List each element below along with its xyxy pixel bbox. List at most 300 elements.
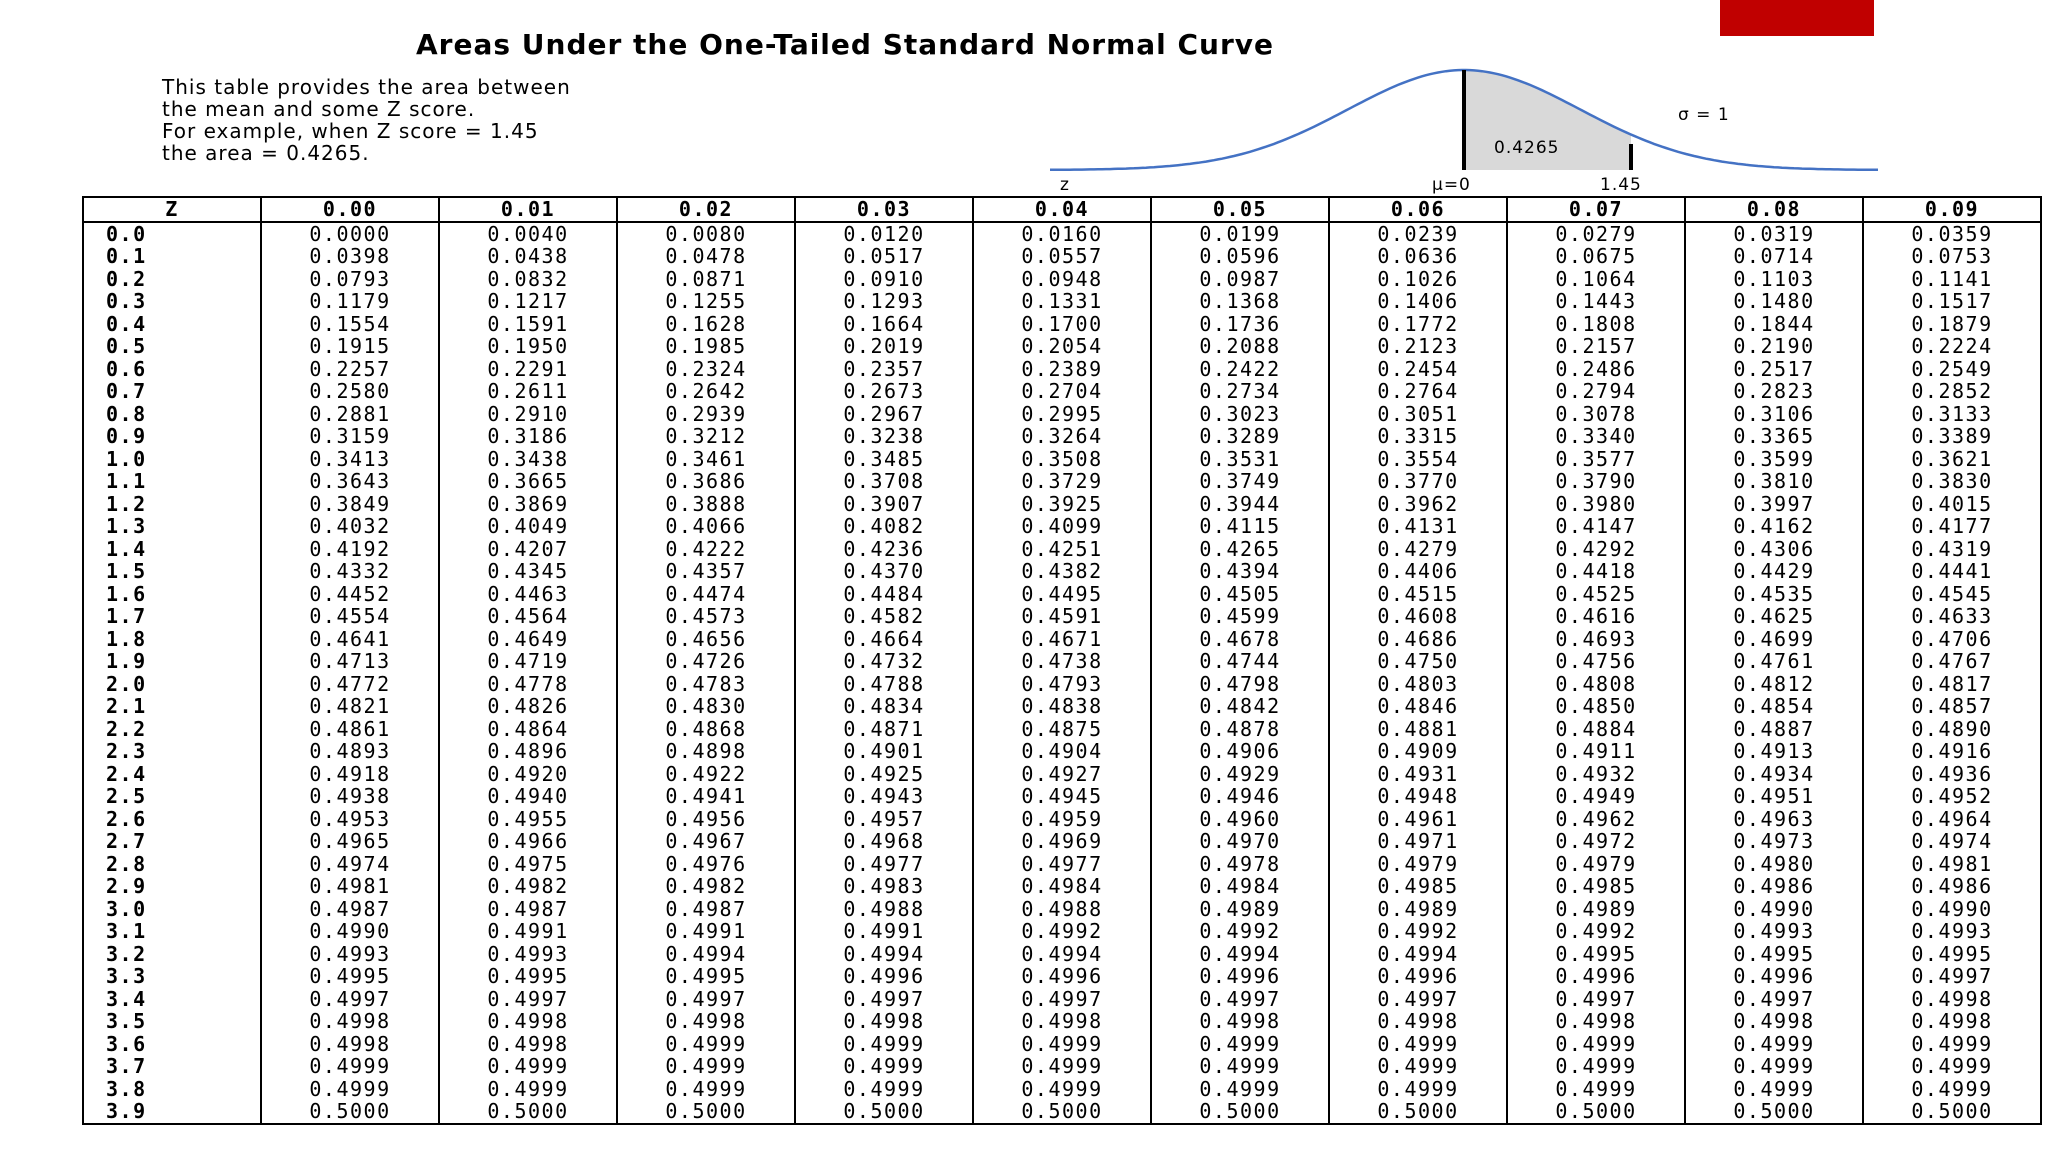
area-cell: 0.4974	[1863, 830, 2041, 853]
area-cell: 0.4965	[261, 830, 439, 853]
area-cell: 0.4996	[973, 965, 1151, 988]
column-header: 0.07	[1507, 197, 1685, 222]
z-value-cell: 3.7	[83, 1055, 261, 1078]
area-cell: 0.4834	[795, 695, 973, 718]
area-cell: 0.4821	[261, 695, 439, 718]
table-row	[83, 493, 2041, 516]
z-value-cell: 0.8	[83, 403, 261, 426]
z-value-cell: 1.7	[83, 605, 261, 628]
area-cell: 0.3023	[1151, 403, 1329, 426]
area-cell: 0.4131	[1329, 515, 1507, 538]
area-cell: 0.4861	[261, 718, 439, 741]
area-cell: 0.4992	[1151, 920, 1329, 943]
area-cell: 0.4972	[1507, 830, 1685, 853]
table-row	[83, 605, 2041, 628]
area-cell: 0.4999	[261, 1078, 439, 1101]
area-cell: 0.3413	[261, 448, 439, 471]
area-cell: 0.1915	[261, 335, 439, 358]
z-column-header: Z	[83, 197, 261, 222]
area-cell: 0.4744	[1151, 650, 1329, 673]
area-cell: 0.0910	[795, 268, 973, 291]
area-cell: 0.1406	[1329, 290, 1507, 313]
area-cell: 0.4713	[261, 650, 439, 673]
z-table-header	[83, 197, 2041, 222]
area-cell: 0.2852	[1863, 380, 2041, 403]
area-cell: 0.4719	[439, 650, 617, 673]
area-cell: 0.4999	[973, 1033, 1151, 1056]
z-value-cell: 3.4	[83, 988, 261, 1011]
area-cell: 0.4817	[1863, 673, 2041, 696]
area-cell: 0.0319	[1685, 222, 1863, 246]
area-cell: 0.4830	[617, 695, 795, 718]
area-cell: 0.4936	[1863, 763, 2041, 786]
area-cell: 0.2019	[795, 335, 973, 358]
area-cell: 0.1664	[795, 313, 973, 336]
area-cell: 0.4999	[795, 1055, 973, 1078]
area-cell: 0.4916	[1863, 740, 2041, 763]
area-cell: 0.4706	[1863, 628, 2041, 651]
area-cell: 0.4591	[973, 605, 1151, 628]
area-cell: 0.4994	[973, 943, 1151, 966]
area-cell: 0.4986	[1685, 875, 1863, 898]
z-value-cell: 0.5	[83, 335, 261, 358]
column-header: 0.02	[617, 197, 795, 222]
area-cell: 0.4999	[1329, 1078, 1507, 1101]
area-cell: 0.4946	[1151, 785, 1329, 808]
area-cell: 0.2580	[261, 380, 439, 403]
area-cell: 0.4394	[1151, 560, 1329, 583]
area-cell: 0.4997	[439, 988, 617, 1011]
area-cell: 0.3531	[1151, 448, 1329, 471]
area-cell: 0.1026	[1329, 268, 1507, 291]
area-cell: 0.4922	[617, 763, 795, 786]
area-cell: 0.4906	[1151, 740, 1329, 763]
table-row	[83, 988, 2041, 1011]
area-cell: 0.4441	[1863, 560, 2041, 583]
area-cell: 0.1443	[1507, 290, 1685, 313]
area-cell: 0.4956	[617, 808, 795, 831]
area-cell: 0.4554	[261, 605, 439, 628]
column-header: 0.04	[973, 197, 1151, 222]
area-cell: 0.3686	[617, 470, 795, 493]
area-cell: 0.4999	[1685, 1078, 1863, 1101]
area-cell: 0.4838	[973, 695, 1151, 718]
area-cell: 0.4999	[1151, 1055, 1329, 1078]
area-cell: 0.4997	[973, 988, 1151, 1011]
area-cell: 0.5000	[1507, 1100, 1685, 1124]
area-cell: 0.4099	[973, 515, 1151, 538]
area-cell: 0.1628	[617, 313, 795, 336]
area-cell: 0.4932	[1507, 763, 1685, 786]
area-cell: 0.4997	[795, 988, 973, 1011]
area-cell: 0.4999	[1685, 1033, 1863, 1056]
intro-line: the mean and some Z score.	[162, 97, 476, 121]
table-row	[83, 583, 2041, 606]
normal-curve-figure	[1040, 62, 1890, 194]
area-cell: 0.4890	[1863, 718, 2041, 741]
area-cell: 0.5000	[261, 1100, 439, 1124]
table-row	[83, 403, 2041, 426]
area-cell: 0.4998	[1863, 988, 2041, 1011]
area-cell: 0.1293	[795, 290, 973, 313]
table-row	[83, 515, 2041, 538]
area-cell: 0.5000	[1329, 1100, 1507, 1124]
area-cell: 0.4998	[261, 1010, 439, 1033]
area-cell: 0.2642	[617, 380, 795, 403]
area-cell: 0.4934	[1685, 763, 1863, 786]
area-cell: 0.4162	[1685, 515, 1863, 538]
area-cell: 0.4406	[1329, 560, 1507, 583]
area-cell: 0.4857	[1863, 695, 2041, 718]
area-cell: 0.0753	[1863, 245, 2041, 268]
area-cell: 0.2939	[617, 403, 795, 426]
area-cell: 0.2967	[795, 403, 973, 426]
area-cell: 0.3078	[1507, 403, 1685, 426]
table-row	[83, 290, 2041, 313]
area-cell: 0.4998	[1685, 1010, 1863, 1033]
area-cell: 0.3708	[795, 470, 973, 493]
z-value-cell: 2.2	[83, 718, 261, 741]
area-cell: 0.3106	[1685, 403, 1863, 426]
area-cell: 0.4990	[1685, 898, 1863, 921]
mean-label: μ=0	[1432, 175, 1471, 194]
area-cell: 0.4726	[617, 650, 795, 673]
area-cell: 0.3133	[1863, 403, 2041, 426]
table-row	[83, 1033, 2041, 1056]
table-row	[83, 222, 2041, 246]
z-value-cell: 1.8	[83, 628, 261, 651]
area-cell: 0.4968	[795, 830, 973, 853]
area-cell: 0.4332	[261, 560, 439, 583]
area-cell: 0.3980	[1507, 493, 1685, 516]
z-value-cell: 0.0	[83, 222, 261, 246]
area-cell: 0.2549	[1863, 358, 2041, 381]
area-cell: 0.3438	[439, 448, 617, 471]
area-cell: 0.3340	[1507, 425, 1685, 448]
area-cell: 0.4066	[617, 515, 795, 538]
area-cell: 0.0239	[1329, 222, 1507, 246]
area-cell: 0.4525	[1507, 583, 1685, 606]
area-cell: 0.3212	[617, 425, 795, 448]
area-cell: 0.4015	[1863, 493, 2041, 516]
area-cell: 0.2357	[795, 358, 973, 381]
area-cell: 0.4996	[1507, 965, 1685, 988]
table-row	[83, 808, 2041, 831]
z-value-cell: 1.2	[83, 493, 261, 516]
area-cell: 0.1331	[973, 290, 1151, 313]
area-cell: 0.4345	[439, 560, 617, 583]
area-cell: 0.4993	[261, 943, 439, 966]
area-cell: 0.4997	[1329, 988, 1507, 1011]
table-row	[83, 268, 2041, 291]
area-cell: 0.0080	[617, 222, 795, 246]
table-row	[83, 538, 2041, 561]
area-cell: 0.4940	[439, 785, 617, 808]
area-cell: 0.4994	[795, 943, 973, 966]
area-cell: 0.4974	[261, 853, 439, 876]
area-cell: 0.0199	[1151, 222, 1329, 246]
area-cell: 0.5000	[439, 1100, 617, 1124]
area-cell: 0.4767	[1863, 650, 2041, 673]
area-cell: 0.1103	[1685, 268, 1863, 291]
table-row	[83, 313, 2041, 336]
area-cell: 0.2673	[795, 380, 973, 403]
area-cell: 0.2389	[973, 358, 1151, 381]
z-value-cell: 1.3	[83, 515, 261, 538]
area-cell: 0.4920	[439, 763, 617, 786]
area-cell: 0.4761	[1685, 650, 1863, 673]
table-row	[83, 1055, 2041, 1078]
area-cell: 0.4984	[1151, 875, 1329, 898]
area-cell: 0.4864	[439, 718, 617, 741]
area-cell: 0.4913	[1685, 740, 1863, 763]
z-value-cell: 3.3	[83, 965, 261, 988]
area-cell: 0.0438	[439, 245, 617, 268]
area-cell: 0.3621	[1863, 448, 2041, 471]
area-cell: 0.4995	[1507, 943, 1685, 966]
area-cell: 0.4999	[1685, 1055, 1863, 1078]
z-value-cell: 2.4	[83, 763, 261, 786]
area-cell: 0.3810	[1685, 470, 1863, 493]
area-cell: 0.4988	[973, 898, 1151, 921]
area-cell: 0.4875	[973, 718, 1151, 741]
area-cell: 0.5000	[617, 1100, 795, 1124]
area-cell: 0.4452	[261, 583, 439, 606]
area-cell: 0.4998	[261, 1033, 439, 1056]
area-cell: 0.4616	[1507, 605, 1685, 628]
table-row	[83, 1010, 2041, 1033]
area-cell: 0.1064	[1507, 268, 1685, 291]
area-cell: 0.4049	[439, 515, 617, 538]
area-cell: 0.4993	[439, 943, 617, 966]
area-cell: 0.0871	[617, 268, 795, 291]
area-cell: 0.4999	[973, 1078, 1151, 1101]
area-cell: 0.1480	[1685, 290, 1863, 313]
area-cell: 0.4292	[1507, 538, 1685, 561]
area-cell: 0.4931	[1329, 763, 1507, 786]
table-row	[83, 380, 2041, 403]
z-value-cell: 3.8	[83, 1078, 261, 1101]
area-cell: 0.4772	[261, 673, 439, 696]
area-cell: 0.2123	[1329, 335, 1507, 358]
area-cell: 0.4949	[1507, 785, 1685, 808]
area-cell: 0.1736	[1151, 313, 1329, 336]
area-cell: 0.3238	[795, 425, 973, 448]
area-cell: 0.3729	[973, 470, 1151, 493]
table-row	[83, 740, 2041, 763]
area-cell: 0.2734	[1151, 380, 1329, 403]
z-value-cell: 2.7	[83, 830, 261, 853]
area-cell: 0.2486	[1507, 358, 1685, 381]
area-cell: 0.4999	[617, 1055, 795, 1078]
area-cell: 0.4995	[1863, 943, 2041, 966]
area-cell: 0.4953	[261, 808, 439, 831]
column-header: 0.09	[1863, 197, 2041, 222]
area-cell: 0.4929	[1151, 763, 1329, 786]
area-cell: 0.4664	[795, 628, 973, 651]
table-row	[83, 358, 2041, 381]
area-cell: 0.5000	[795, 1100, 973, 1124]
area-cell: 0.3869	[439, 493, 617, 516]
area-cell: 0.0398	[261, 245, 439, 268]
z-value-cell: 2.6	[83, 808, 261, 831]
area-cell: 0.4842	[1151, 695, 1329, 718]
z-value-cell: 1.6	[83, 583, 261, 606]
column-header: 0.00	[261, 197, 439, 222]
area-cell: 0.3790	[1507, 470, 1685, 493]
area-cell: 0.5000	[973, 1100, 1151, 1124]
area-cell: 0.2291	[439, 358, 617, 381]
area-cell: 0.4998	[617, 1010, 795, 1033]
area-cell: 0.2611	[439, 380, 617, 403]
area-cell: 0.4969	[973, 830, 1151, 853]
area-cell: 0.4962	[1507, 808, 1685, 831]
area-cell: 0.1591	[439, 313, 617, 336]
area-cell: 0.2190	[1685, 335, 1863, 358]
area-cell: 0.4975	[439, 853, 617, 876]
table-row	[83, 335, 2041, 358]
area-cell: 0.0987	[1151, 268, 1329, 291]
area-cell: 0.1700	[973, 313, 1151, 336]
area-cell: 0.4997	[617, 988, 795, 1011]
area-cell: 0.3925	[973, 493, 1151, 516]
area-cell: 0.4994	[1329, 943, 1507, 966]
area-cell: 0.4977	[795, 853, 973, 876]
area-cell: 0.0120	[795, 222, 973, 246]
area-cell: 0.4995	[1685, 943, 1863, 966]
area-cell: 0.4918	[261, 763, 439, 786]
area-cell: 0.4992	[973, 920, 1151, 943]
area-cell: 0.4881	[1329, 718, 1507, 741]
area-cell: 0.3365	[1685, 425, 1863, 448]
area-cell: 0.3665	[439, 470, 617, 493]
area-cell: 0.4987	[439, 898, 617, 921]
area-cell: 0.4999	[1507, 1055, 1685, 1078]
area-cell: 0.4979	[1507, 853, 1685, 876]
area-cell: 0.0279	[1507, 222, 1685, 246]
z-value-cell: 2.9	[83, 875, 261, 898]
z-table	[82, 196, 2042, 1125]
area-cell: 0.4582	[795, 605, 973, 628]
area-cell: 0.0160	[973, 222, 1151, 246]
area-cell: 0.4959	[973, 808, 1151, 831]
area-cell: 0.4973	[1685, 830, 1863, 853]
area-cell: 0.4999	[1151, 1033, 1329, 1056]
area-cell: 0.4783	[617, 673, 795, 696]
area-cell: 0.4878	[1151, 718, 1329, 741]
area-cell: 0.2088	[1151, 335, 1329, 358]
area-cell: 0.4976	[617, 853, 795, 876]
area-cell: 0.4222	[617, 538, 795, 561]
area-cell: 0.3997	[1685, 493, 1863, 516]
area-cell: 0.4564	[439, 605, 617, 628]
area-cell: 0.4998	[1507, 1010, 1685, 1033]
area-cell: 0.4884	[1507, 718, 1685, 741]
area-cell: 0.4967	[617, 830, 795, 853]
accent-block	[1720, 0, 1874, 36]
area-cell: 0.4649	[439, 628, 617, 651]
area-cell: 0.4991	[439, 920, 617, 943]
area-cell: 0.3051	[1329, 403, 1507, 426]
area-cell: 0.3749	[1151, 470, 1329, 493]
area-cell: 0.4998	[1151, 1010, 1329, 1033]
area-cell: 0.4966	[439, 830, 617, 853]
area-cell: 0.2422	[1151, 358, 1329, 381]
area-cell: 0.4826	[439, 695, 617, 718]
area-cell: 0.4699	[1685, 628, 1863, 651]
area-cell: 0.4319	[1863, 538, 2041, 561]
z-value-cell: 0.4	[83, 313, 261, 336]
area-cell: 0.0040	[439, 222, 617, 246]
table-row	[83, 763, 2041, 786]
area-cell: 0.4846	[1329, 695, 1507, 718]
table-row	[83, 448, 2041, 471]
area-cell: 0.4998	[1863, 1010, 2041, 1033]
area-cell: 0.4495	[973, 583, 1151, 606]
area-cell: 0.4893	[261, 740, 439, 763]
normal-curve-svg	[1040, 62, 1890, 194]
area-cell: 0.3461	[617, 448, 795, 471]
area-cell: 0.3888	[617, 493, 795, 516]
column-header: 0.08	[1685, 197, 1863, 222]
area-cell: 0.1985	[617, 335, 795, 358]
sigma-label: σ = 1	[1678, 105, 1730, 125]
area-cell: 0.4177	[1863, 515, 2041, 538]
area-cell: 0.4960	[1151, 808, 1329, 831]
z-value-cell: 2.1	[83, 695, 261, 718]
area-cell: 0.4887	[1685, 718, 1863, 741]
area-cell: 0.0636	[1329, 245, 1507, 268]
area-cell: 0.4945	[973, 785, 1151, 808]
area-cell: 0.4990	[261, 920, 439, 943]
area-cell: 0.3315	[1329, 425, 1507, 448]
area-cell: 0.4987	[261, 898, 439, 921]
area-cell: 0.2054	[973, 335, 1151, 358]
table-row	[83, 785, 2041, 808]
area-cell: 0.3289	[1151, 425, 1329, 448]
area-cell: 0.1217	[439, 290, 617, 313]
area-cell: 0.5000	[1151, 1100, 1329, 1124]
z-value-cell: 3.5	[83, 1010, 261, 1033]
z-value-cell: 1.5	[83, 560, 261, 583]
z-value-cell: 3.1	[83, 920, 261, 943]
z-value-cell: 3.0	[83, 898, 261, 921]
z-value-cell: 2.8	[83, 853, 261, 876]
z-value-cell: 1.9	[83, 650, 261, 673]
area-cell: 0.2823	[1685, 380, 1863, 403]
area-cell: 0.4971	[1329, 830, 1507, 853]
area-cell: 0.4978	[1151, 853, 1329, 876]
area-cell: 0.4265	[1151, 538, 1329, 561]
table-row	[83, 1078, 2041, 1101]
area-cell: 0.4909	[1329, 740, 1507, 763]
z-value-cell: 3.2	[83, 943, 261, 966]
area-cell: 0.4941	[617, 785, 795, 808]
area-cell: 0.4990	[1863, 898, 2041, 921]
table-row	[83, 875, 2041, 898]
table-row	[83, 425, 2041, 448]
area-cell: 0.4995	[439, 965, 617, 988]
area-cell: 0.0596	[1151, 245, 1329, 268]
z-value-cell: 0.3	[83, 290, 261, 313]
table-row	[83, 920, 2041, 943]
area-cell: 0.4535	[1685, 583, 1863, 606]
area-cell: 0.3599	[1685, 448, 1863, 471]
area-cell: 0.4999	[1507, 1078, 1685, 1101]
area-cell: 0.4545	[1863, 583, 2041, 606]
area-cell: 0.4898	[617, 740, 795, 763]
area-cell: 0.0557	[973, 245, 1151, 268]
